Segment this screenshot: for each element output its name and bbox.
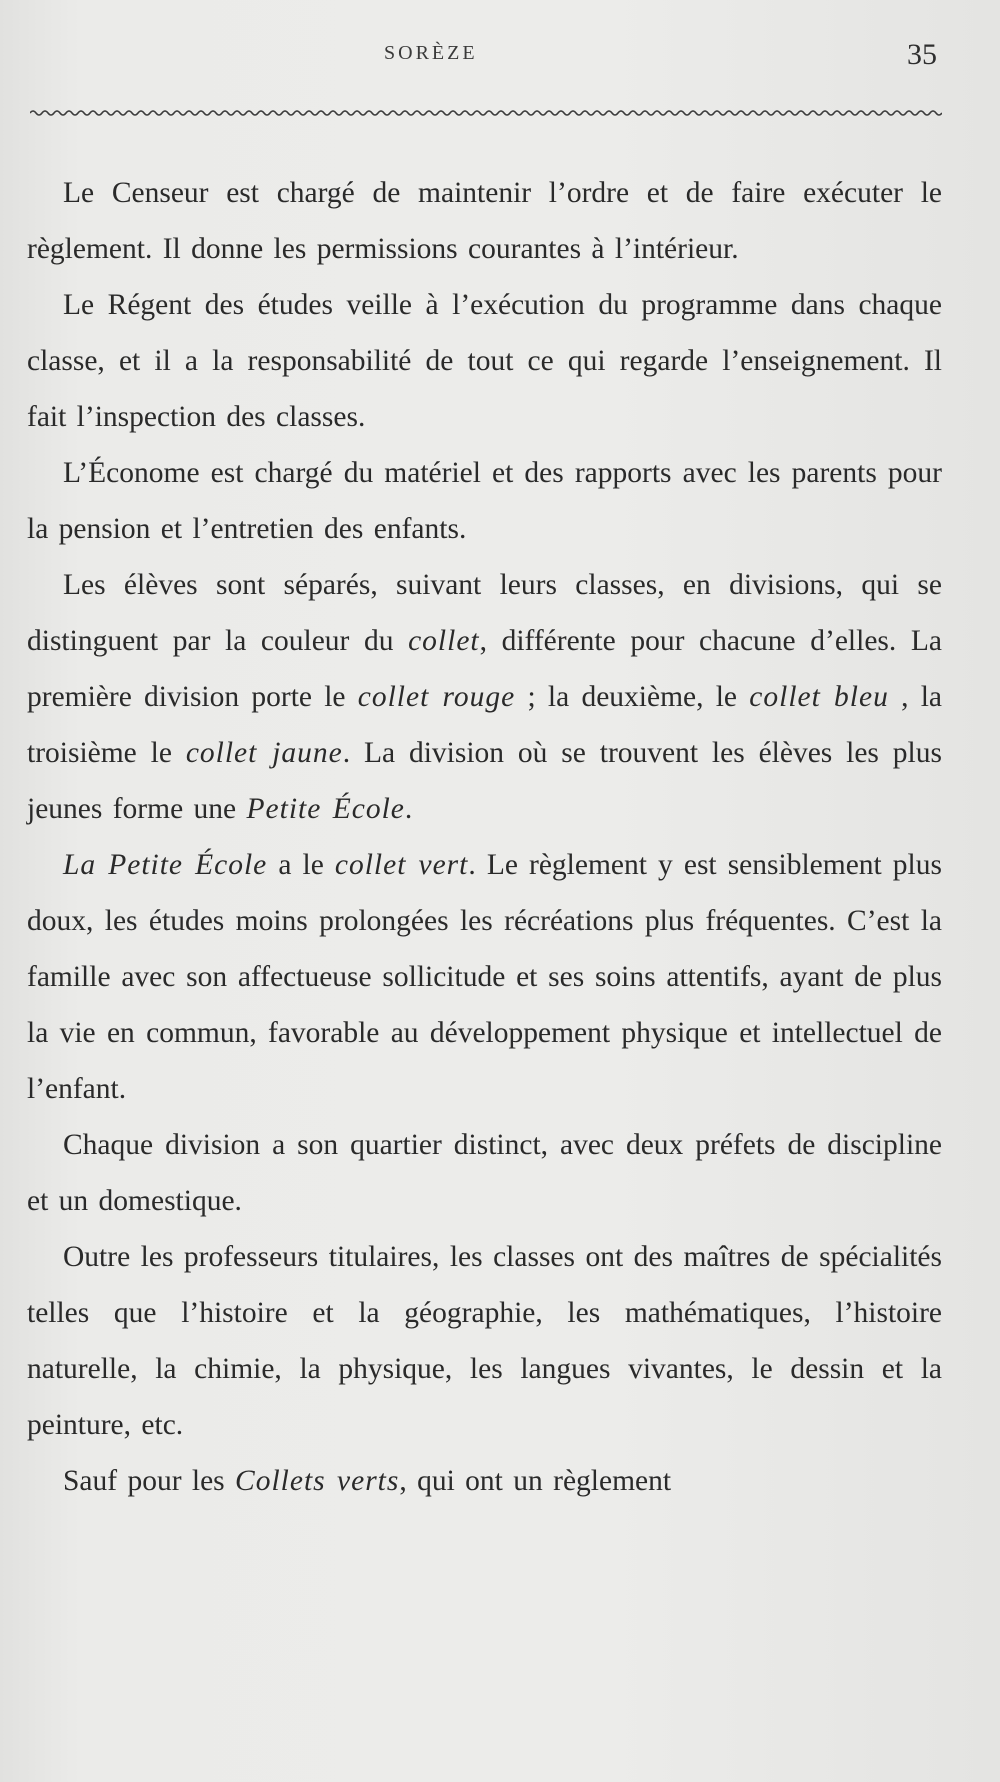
text-run: Outre les professeurs titulaires, les classes ont des maîtres de spécialités telles que l’histoire et la géographie, les mathématiques, l’histoire naturelle, la chimie, la physique, les langues vivantes, le dessin et la peinture, etc. (27, 1241, 942, 1441)
page-number: 35 (907, 38, 937, 71)
text-run: Sauf pour les (63, 1465, 236, 1497)
text-run: . (404, 793, 413, 825)
italic-run: collet (408, 625, 480, 657)
text-run: . Le règlement y est sensiblement plus doux, les études moins prolongées les récréations plus fréquentes. C’est la famille avec son affectueuse sollicitude et ses soins attentifs, ayant de plus la vie en commun, favorable au développement physique et intellectuel de l’enfant. (27, 849, 942, 1105)
paragraph-collets-verts (27, 1453, 942, 1509)
running-head (0, 40, 1000, 80)
italic-run: collet rouge (357, 681, 516, 713)
italic-run: Collets verts (235, 1465, 400, 1497)
italic-run: Petite École (246, 793, 405, 825)
italic-run: La Petite École (63, 849, 268, 881)
italic-run: collet vert (334, 849, 469, 881)
wavy-rule (30, 108, 942, 118)
paragraph-professeurs (27, 1229, 942, 1453)
body-text (27, 165, 942, 1509)
paragraph-regent (27, 277, 942, 445)
paragraph-quartier (27, 1117, 942, 1229)
italic-run: collet jaune (185, 737, 343, 769)
text-run: . La division où se trouvent les élèves les plus jeunes forme une (27, 737, 942, 825)
running-title: SORÈZE (384, 42, 478, 64)
text-run: Le Censeur est chargé de maintenir l’ordre et de faire exécuter le règlement. Il donne les permissions courantes à l’intérieur. (27, 177, 942, 265)
paragraph-econome (27, 445, 942, 557)
italic-run: collet bleu (749, 681, 889, 713)
paragraph-censeur (27, 165, 942, 277)
text-run: , qui ont un règlement (399, 1465, 672, 1497)
text-run: L’Économe est chargé du matériel et des rapports avec les parents pour la pension et l’entretien des enfants. (27, 457, 942, 545)
text-run: , la troisième le (27, 681, 942, 769)
paragraph-petite-ecole (27, 837, 942, 1117)
text-run: Chaque division a son quartier distinct, avec deux préfets de discipline et un domestique. (27, 1129, 942, 1217)
text-run: Les élèves sont séparés, suivant leurs classes, en divisions, qui se distinguent par la couleur du (27, 569, 942, 657)
text-run: Le Régent des études veille à l’exécution du programme dans chaque classe, et il a la responsabilité de tout ce qui regarde l’enseignement. Il fait l’inspection des classes. (27, 289, 942, 433)
paragraph-divisions (27, 557, 942, 837)
text-run: ; la deuxième, le (515, 681, 750, 713)
text-run: a le (267, 849, 335, 881)
text-run: , différente pour chacune d’elles. La première division porte le (27, 625, 942, 713)
